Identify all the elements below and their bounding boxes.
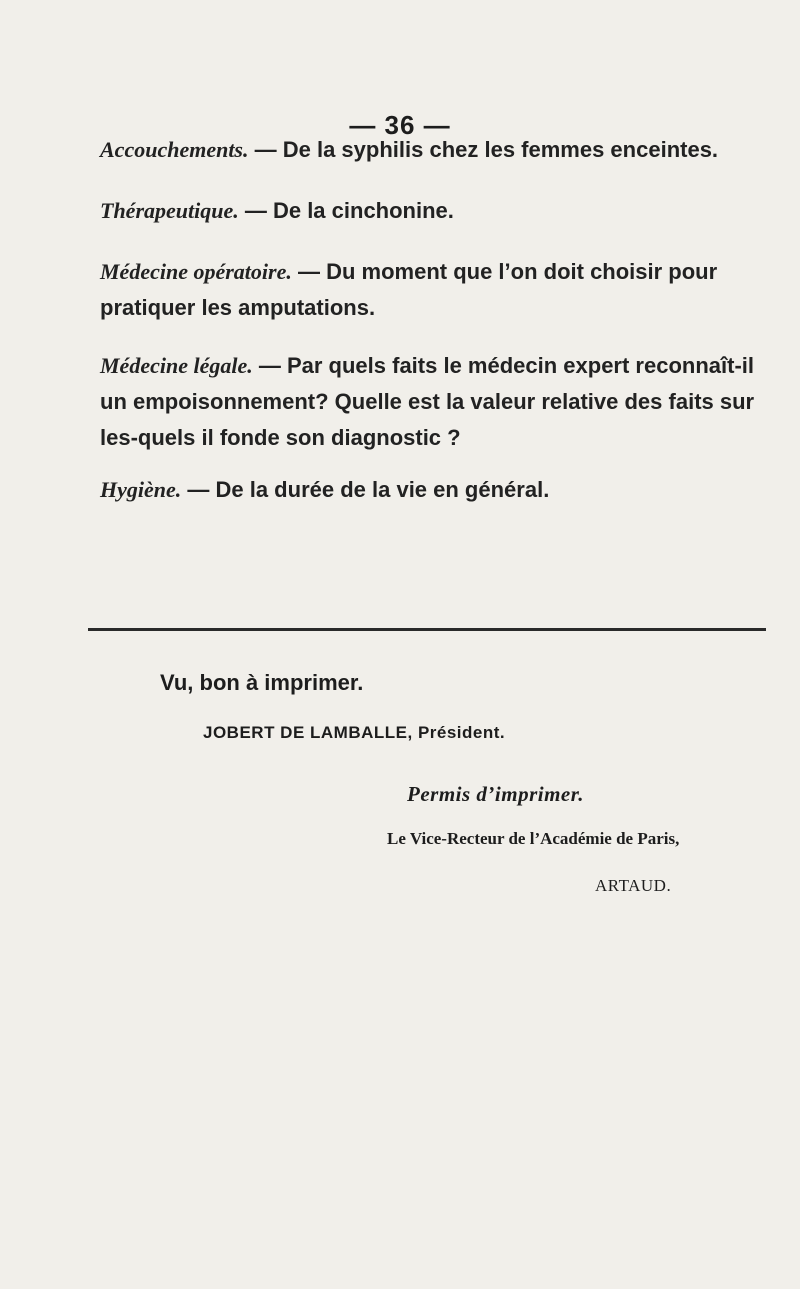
page-number: — 36 —	[349, 110, 451, 140]
section-label: Hygiène.	[100, 477, 182, 502]
section-therapeutique	[100, 193, 765, 229]
section-accouchements	[100, 132, 765, 168]
bon-a-imprimer: Vu, bon à imprimer.	[160, 670, 364, 695]
section-medecine-legale	[100, 348, 765, 456]
section-label: Médecine opératoire.	[100, 259, 292, 284]
section-medecine-operatoire	[100, 254, 765, 326]
section-label: Médecine légale.	[100, 353, 253, 378]
section-text: — Par quels faits le médecin expert reconnaît-il un empoisonnement? Quelle est la valeur relative des faits sur les-quels il fonde son diagnostic ?	[100, 353, 755, 450]
artaud-signature: ARTAUD.	[595, 876, 672, 895]
section-text: — De la cinchonine.	[238, 198, 454, 223]
president-signature: JOBERT DE LAMBALLE, Président.	[203, 723, 506, 742]
section-text: — De la durée de la vie en général.	[181, 477, 550, 502]
section-text: — Du moment que l’on doit choisir pour pratiquer les amputations.	[100, 259, 718, 320]
section-hygiene	[100, 472, 765, 508]
permis-imprimer: Permis d’imprimer.	[407, 782, 584, 806]
vice-recteur: Le Vice-Recteur de l’Académie de Paris,	[387, 829, 680, 848]
section-text: — De la syphilis chez les femmes enceintes.	[248, 137, 719, 162]
divider-rule	[88, 628, 766, 631]
section-label: Thérapeutique.	[100, 198, 239, 223]
section-label: Accouchements.	[100, 137, 249, 162]
